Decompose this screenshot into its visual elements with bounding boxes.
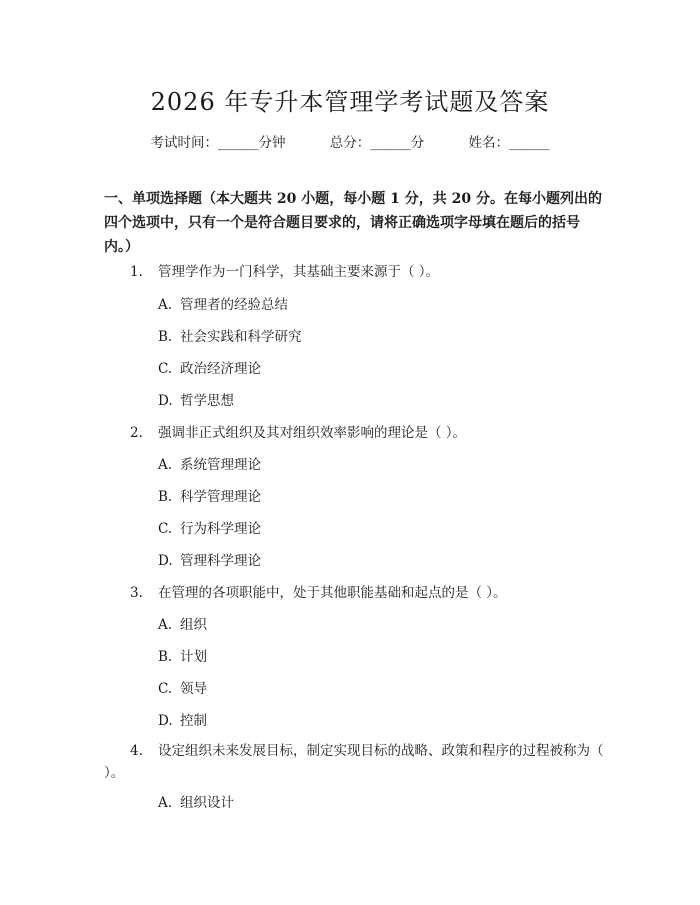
question-2: [104, 422, 604, 444]
question-1: [104, 261, 604, 283]
option-text: 领导: [180, 681, 207, 697]
question-number: 2.: [130, 425, 143, 441]
question-3-option-d: [158, 710, 207, 732]
option-letter: A.: [158, 297, 173, 313]
option-text: 管理者的经验总结: [180, 297, 288, 313]
option-text: 控制: [180, 713, 207, 729]
question-1-option-b: [158, 326, 302, 348]
question-2-option-b: [158, 486, 261, 508]
question-1-option-c: [158, 358, 261, 380]
option-letter: D.: [158, 553, 173, 569]
section-heading: 一、单项选择题（本大题共 20 小题，每小题 1 分，共 20 分。在每小题列出的四个选项中，只有一个是符合题目要求的，请将正确选项字母填在题后的括号内。）: [104, 191, 602, 255]
question-2-option-a: [158, 454, 261, 476]
question-2-option-d: [158, 550, 261, 572]
question-text: 管理学作为一门科学，其基础主要来源于（ ）。: [158, 264, 440, 280]
question-number: 3.: [130, 585, 143, 601]
question-text: 设定组织未来发展目标，制定实现目标的战略、政策和程序的过程被称为（ ）。: [104, 743, 604, 781]
question-4: [104, 740, 604, 784]
option-letter: A.: [158, 795, 173, 811]
option-text: 哲学思想: [180, 393, 234, 409]
option-letter: B.: [158, 649, 173, 665]
option-text: 组织: [180, 617, 207, 633]
option-text: 计划: [180, 649, 207, 665]
question-2-option-c: [158, 518, 261, 540]
option-letter: A.: [158, 617, 173, 633]
option-text: 科学管理理论: [180, 489, 261, 505]
question-1-option-d: [158, 390, 234, 412]
question-4-option-a: [158, 792, 234, 814]
exam-meta: [0, 131, 700, 151]
option-letter: D.: [158, 713, 173, 729]
question-1-option-a: [158, 294, 288, 316]
question-3: [104, 582, 604, 604]
question-number: 4.: [130, 743, 143, 759]
question-number: 1.: [130, 264, 143, 280]
option-text: 社会实践和科学研究: [180, 329, 302, 345]
option-text: 系统管理理论: [180, 457, 261, 473]
option-letter: D.: [158, 393, 173, 409]
total-score-field: 总分：______分: [329, 135, 425, 151]
option-letter: C.: [158, 681, 173, 697]
option-text: 行为科学理论: [180, 521, 261, 537]
exam-title: 2026 年专升本管理学考试题及答案: [150, 88, 550, 116]
question-text: 在管理的各项职能中，处于其他职能基础和起点的是（ ）。: [158, 585, 507, 601]
option-letter: C.: [158, 521, 173, 537]
question-3-option-a: [158, 614, 207, 636]
option-letter: A.: [158, 457, 173, 473]
option-text: 政治经济理论: [180, 361, 261, 377]
question-3-option-b: [158, 646, 207, 668]
option-letter: B.: [158, 489, 173, 505]
question-3-option-c: [158, 678, 207, 700]
option-text: 管理科学理论: [180, 553, 261, 569]
question-text: 强调非正式组织及其对组织效率影响的理论是（ ）。: [158, 425, 467, 441]
option-letter: B.: [158, 329, 173, 345]
option-text: 组织设计: [180, 795, 234, 811]
exam-time-field: 考试时间：______分钟: [150, 135, 286, 151]
option-letter: C.: [158, 361, 173, 377]
student-name-field: 姓名：______: [468, 135, 550, 151]
